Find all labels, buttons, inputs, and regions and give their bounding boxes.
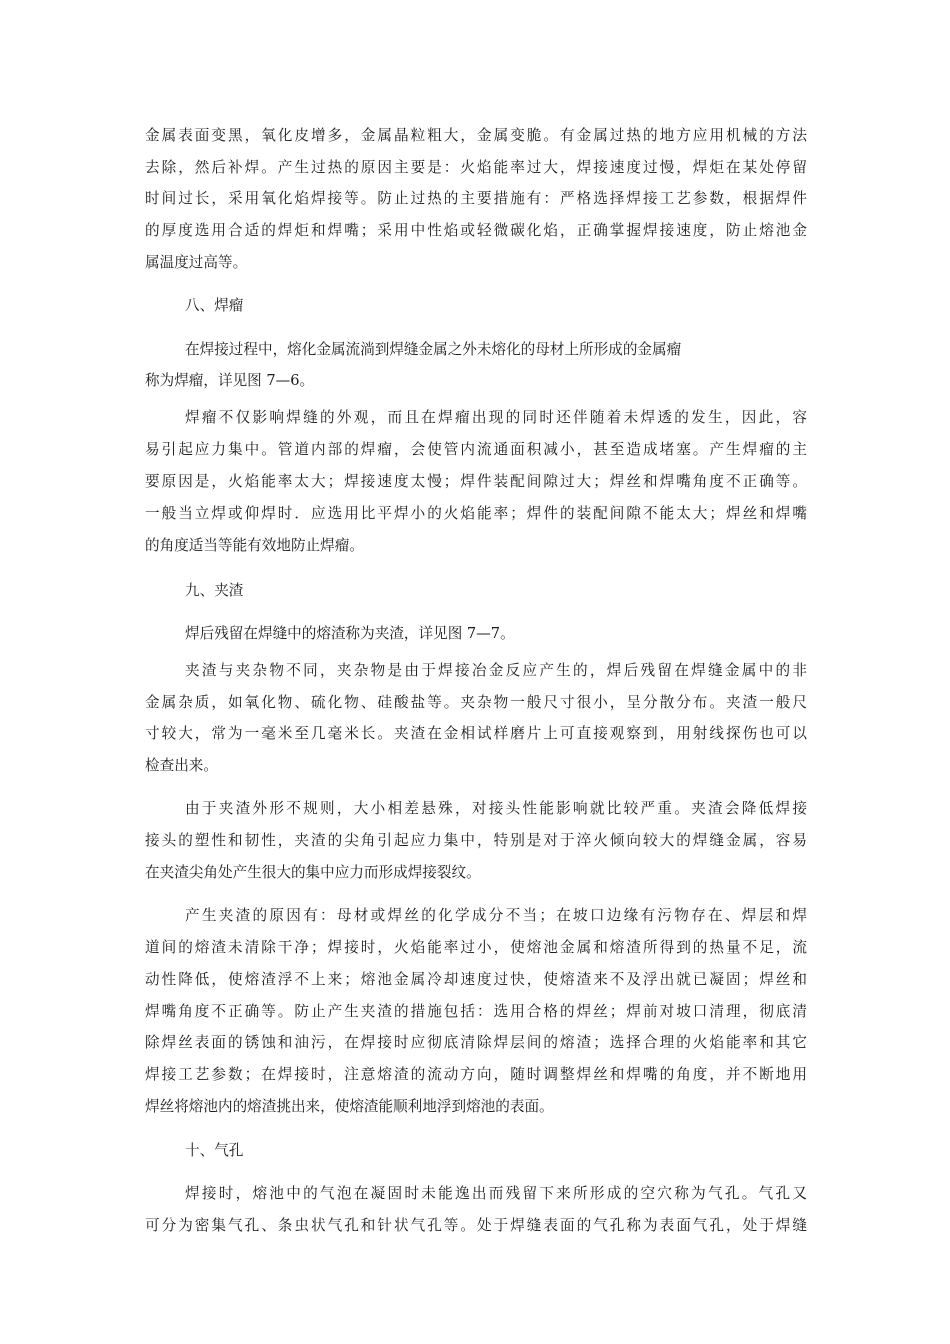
text-line: 时间过长，采用氧化焰焊接等。防止过热的主要措施有：严格选择焊接工艺参数，根据焊件 <box>145 190 807 207</box>
text-line: 的角度适当等能有效地防止焊瘤。 <box>145 537 364 554</box>
text-line: 检查出来。 <box>145 757 218 774</box>
text-line: 焊瘤不仅影响焊缝的外观，而且在焊瘤出现的同时还伴随着未焊透的发生，因此，容 <box>185 409 807 426</box>
text-line: 寸较大，常为一毫米至几毫米长。夹渣在金相试样磨片上可直接观察到，用射线探伤也可以 <box>145 725 807 742</box>
text-line: 在焊接过程中，熔化金属流淌到焊缝金属之外未熔化的母材上所形成的金属瘤 <box>185 341 682 358</box>
text-line: 在夹渣尖角处产生很大的集中应力而形成焊接裂纹。 <box>145 864 481 881</box>
text-line: 去除，然后补焊。产生过热的原因主要是：火焰能率过大，焊接速度过慢，焊炬在某处停留 <box>145 159 807 176</box>
text-line: 易引起应力集中。管道内部的焊瘤，会使管内流通面积减小，甚至造成堵塞。产生焊瘤的主 <box>145 441 807 458</box>
text-line: 除焊丝表面的锈蚀和油污，在焊接时应彻底清除焊层间的熔渣；选择合理的火焰能率和其它 <box>145 1034 807 1051</box>
text-line: 产生夹渣的原因有：母材或焊丝的化学成分不当；在坡口边缘有污物存在、焊层和焊 <box>185 907 807 924</box>
text-line: 金属表面变黑，氧化皮增多，金属晶粒粗大，金属变脆。有金属过热的地方应用机械的方法 <box>145 127 807 144</box>
text-line: 由于夹渣外形不规则，大小相差悬殊，对接头性能影响就比较严重。夹渣会降低焊接 <box>185 800 807 817</box>
text-line: 金属杂质，如氧化物、硫化物、硅酸盐等。夹杂物一般尺寸很小，呈分散分布。夹渣一般尺 <box>145 694 807 711</box>
text-line: 可分为密集气孔、条虫状气孔和针状气孔等。处于焊缝表面的气孔称为表面气孔，处于焊缝 <box>145 1217 807 1234</box>
text-line: 属温度过高等。 <box>145 254 248 271</box>
text-line: 夹渣与夹杂物不同，夹杂物是由于焊接冶金反应产生的，焊后残留在焊缝金属中的非 <box>185 662 807 679</box>
text-line: 焊接时，熔池中的气泡在凝固时未能逸出而残留下来所形成的空穴称为气孔。气孔又 <box>185 1185 807 1202</box>
text-line: 焊接工艺参数；在焊接时，注意熔渣的流动方向，随时调整焊丝和焊嘴的角度，并不断地用 <box>145 1066 807 1083</box>
text-line: 焊嘴角度不正确等。防止产生夹渣的措施包括：选用合格的焊丝；焊前对坡口清理，彻底清 <box>145 1003 807 1020</box>
text-line: 的厚度选用合适的焊炬和焊嘴；采用中性焰或轻微碳化焰，正确掌握焊接速度，防止熔池金 <box>145 222 807 239</box>
text-line: 道间的熔渣未清除干净；焊接时，火焰能率过小，使熔池金属和熔渣所得到的热量不足，流 <box>145 939 807 956</box>
section-heading: 十、气孔 <box>185 1142 244 1159</box>
text-line: 焊后残留在焊缝中的熔渣称为夹渣，详见图 7—7。 <box>185 625 515 642</box>
section-heading: 九、夹渣 <box>185 582 244 599</box>
text-line: 称为焊瘤，详见图 7—6。 <box>145 372 315 389</box>
text-line: 要原因是，火焰能率太大；焊接速度太慢；焊件装配间隙过大；焊丝和焊嘴角度不正确等。 <box>145 473 807 490</box>
text-line: 动性降低，使熔渣浮不上来；熔池金属冷却速度过快，使熔渣来不及浮出就已凝固；焊丝和 <box>145 971 807 988</box>
text-line: 接头的塑性和韧性，夹渣的尖角引起应力集中，特别是对于淬火倾向较大的焊缝金属，容易 <box>145 832 807 849</box>
text-line: 一般当立焊或仰焊时．应选用比平焊小的火焰能率；焊件的装配间隙不能太大；焊丝和焊嘴 <box>145 505 807 522</box>
text-line: 焊丝将熔池内的熔渣挑出来，使熔渣能顺利地浮到熔池的表面。 <box>145 1098 554 1115</box>
section-heading: 八、焊瘤 <box>185 297 244 314</box>
